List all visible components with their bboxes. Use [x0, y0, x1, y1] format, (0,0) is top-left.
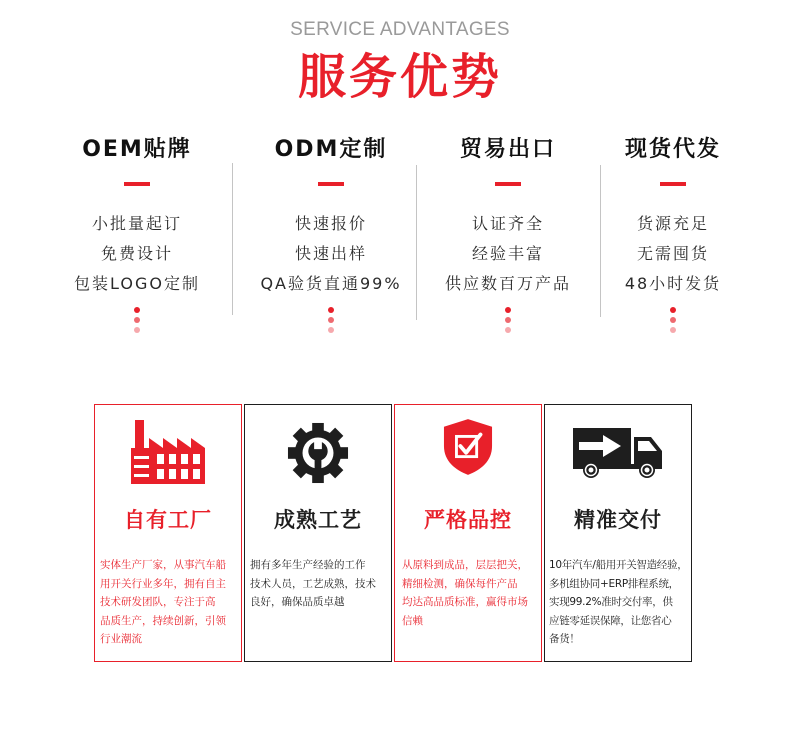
factory-icon — [131, 420, 205, 484]
advantage-card-factory — [94, 404, 242, 662]
decor-dot — [505, 307, 511, 313]
decor-dot — [328, 327, 334, 333]
section-subtitle: SERVICE ADVANTAGES — [290, 19, 510, 40]
feature-column-oem — [47, 135, 227, 333]
feature-item: 经验丰富 — [471, 244, 544, 263]
shield-check-icon — [443, 418, 493, 476]
decor-dots — [47, 307, 227, 333]
decor-dots — [241, 307, 421, 333]
feature-item: 包装LOGO定制 — [74, 274, 200, 293]
heading-underline-bar — [124, 182, 150, 186]
advantage-card-quality — [394, 404, 542, 662]
card-description-line: 均达高品质标准，赢得市场 — [402, 596, 528, 608]
decor-dot — [670, 317, 676, 323]
heading-underline-bar — [495, 182, 521, 186]
feature-item: 货源充足 — [636, 214, 709, 233]
feature-heading: 现货代发 — [624, 137, 721, 162]
section-title: 服务优势 — [297, 49, 502, 105]
card-title: 精准交付 — [574, 508, 662, 532]
feature-item: QA验货直通99% — [260, 274, 402, 293]
feature-item: 认证齐全 — [471, 214, 544, 233]
feature-item-list — [418, 209, 598, 299]
card-description-line: 实现99.2%准时交付率，供 — [549, 596, 673, 608]
advantage-card-craft — [244, 404, 392, 662]
card-description — [402, 556, 540, 630]
card-title: 严格品控 — [424, 508, 512, 532]
decor-dot — [328, 307, 334, 313]
gear-wrench-icon — [245, 422, 391, 484]
feature-column-dropship — [583, 135, 763, 333]
card-description-line: 信赖 — [402, 614, 423, 627]
gear-wrench-icon — [287, 422, 349, 484]
card-description-line: 拥有多年生产经验的工作 — [250, 559, 366, 571]
card-description-line: 10年汽车/船用开关智造经验， — [549, 559, 688, 571]
card-description-line: 技术人员，工艺成熟，技术 — [250, 577, 376, 590]
feature-item: 快速报价 — [294, 214, 367, 233]
decor-dot — [328, 317, 334, 323]
heading-underline-bar — [660, 182, 686, 186]
decor-dot — [670, 307, 676, 313]
feature-item: 无需囤货 — [636, 244, 709, 263]
card-description-line: 品质生产，持续创新，引领 — [100, 614, 226, 627]
feature-item-list — [583, 209, 763, 299]
decor-dot — [505, 327, 511, 333]
decor-dots — [418, 307, 598, 333]
feature-item: 快速出样 — [294, 244, 367, 263]
decor-dot — [134, 317, 140, 323]
card-description — [549, 556, 690, 649]
feature-column-odm — [241, 135, 421, 333]
truck-icon — [573, 428, 663, 478]
card-title: 成熟工艺 — [274, 508, 362, 532]
factory-icon — [95, 420, 241, 484]
card-description-line: 良好，确保品质卓越 — [250, 596, 345, 608]
feature-heading: OEM贴牌 — [82, 137, 192, 162]
card-description-line: 应链零延误保障，让您省心 — [549, 614, 672, 627]
feature-column-export — [418, 135, 598, 333]
feature-item: 48小时发货 — [624, 274, 722, 293]
decor-dots — [583, 307, 763, 333]
column-divider — [232, 163, 233, 315]
advantage-card-delivery — [544, 404, 692, 662]
feature-item: 小批量起订 — [91, 214, 182, 233]
card-description — [250, 556, 390, 612]
card-description-line: 多机组协同+ERP排程系统， — [549, 577, 679, 590]
heading-underline-bar — [318, 182, 344, 186]
card-title: 自有工厂 — [124, 508, 212, 532]
card-description-line: 用开关行业多年，拥有自主 — [100, 577, 226, 590]
feature-item: 免费设计 — [100, 244, 173, 263]
card-description-line: 备货！ — [549, 633, 580, 645]
feature-heading: 贸易出口 — [459, 137, 556, 162]
card-description — [100, 556, 240, 649]
decor-dot — [134, 307, 140, 313]
feature-item-list — [241, 209, 421, 299]
feature-item-list — [47, 209, 227, 299]
decor-dot — [505, 317, 511, 323]
card-description-line: 从原料到成品，层层把关， — [402, 559, 528, 571]
card-description-line: 精细检测，确保每件产品 — [402, 577, 518, 590]
feature-item: 供应数百万产品 — [444, 274, 571, 293]
card-description-line: 行业潮流 — [100, 633, 142, 645]
card-description-line: 技术研发团队，专注于高 — [100, 596, 216, 608]
card-description-line: 实体生产厂家，从事汽车船 — [100, 559, 226, 571]
feature-heading: ODM定制 — [274, 137, 388, 162]
decor-dot — [670, 327, 676, 333]
decor-dot — [134, 327, 140, 333]
truck-icon — [545, 428, 691, 478]
shield-check-icon — [395, 418, 541, 476]
